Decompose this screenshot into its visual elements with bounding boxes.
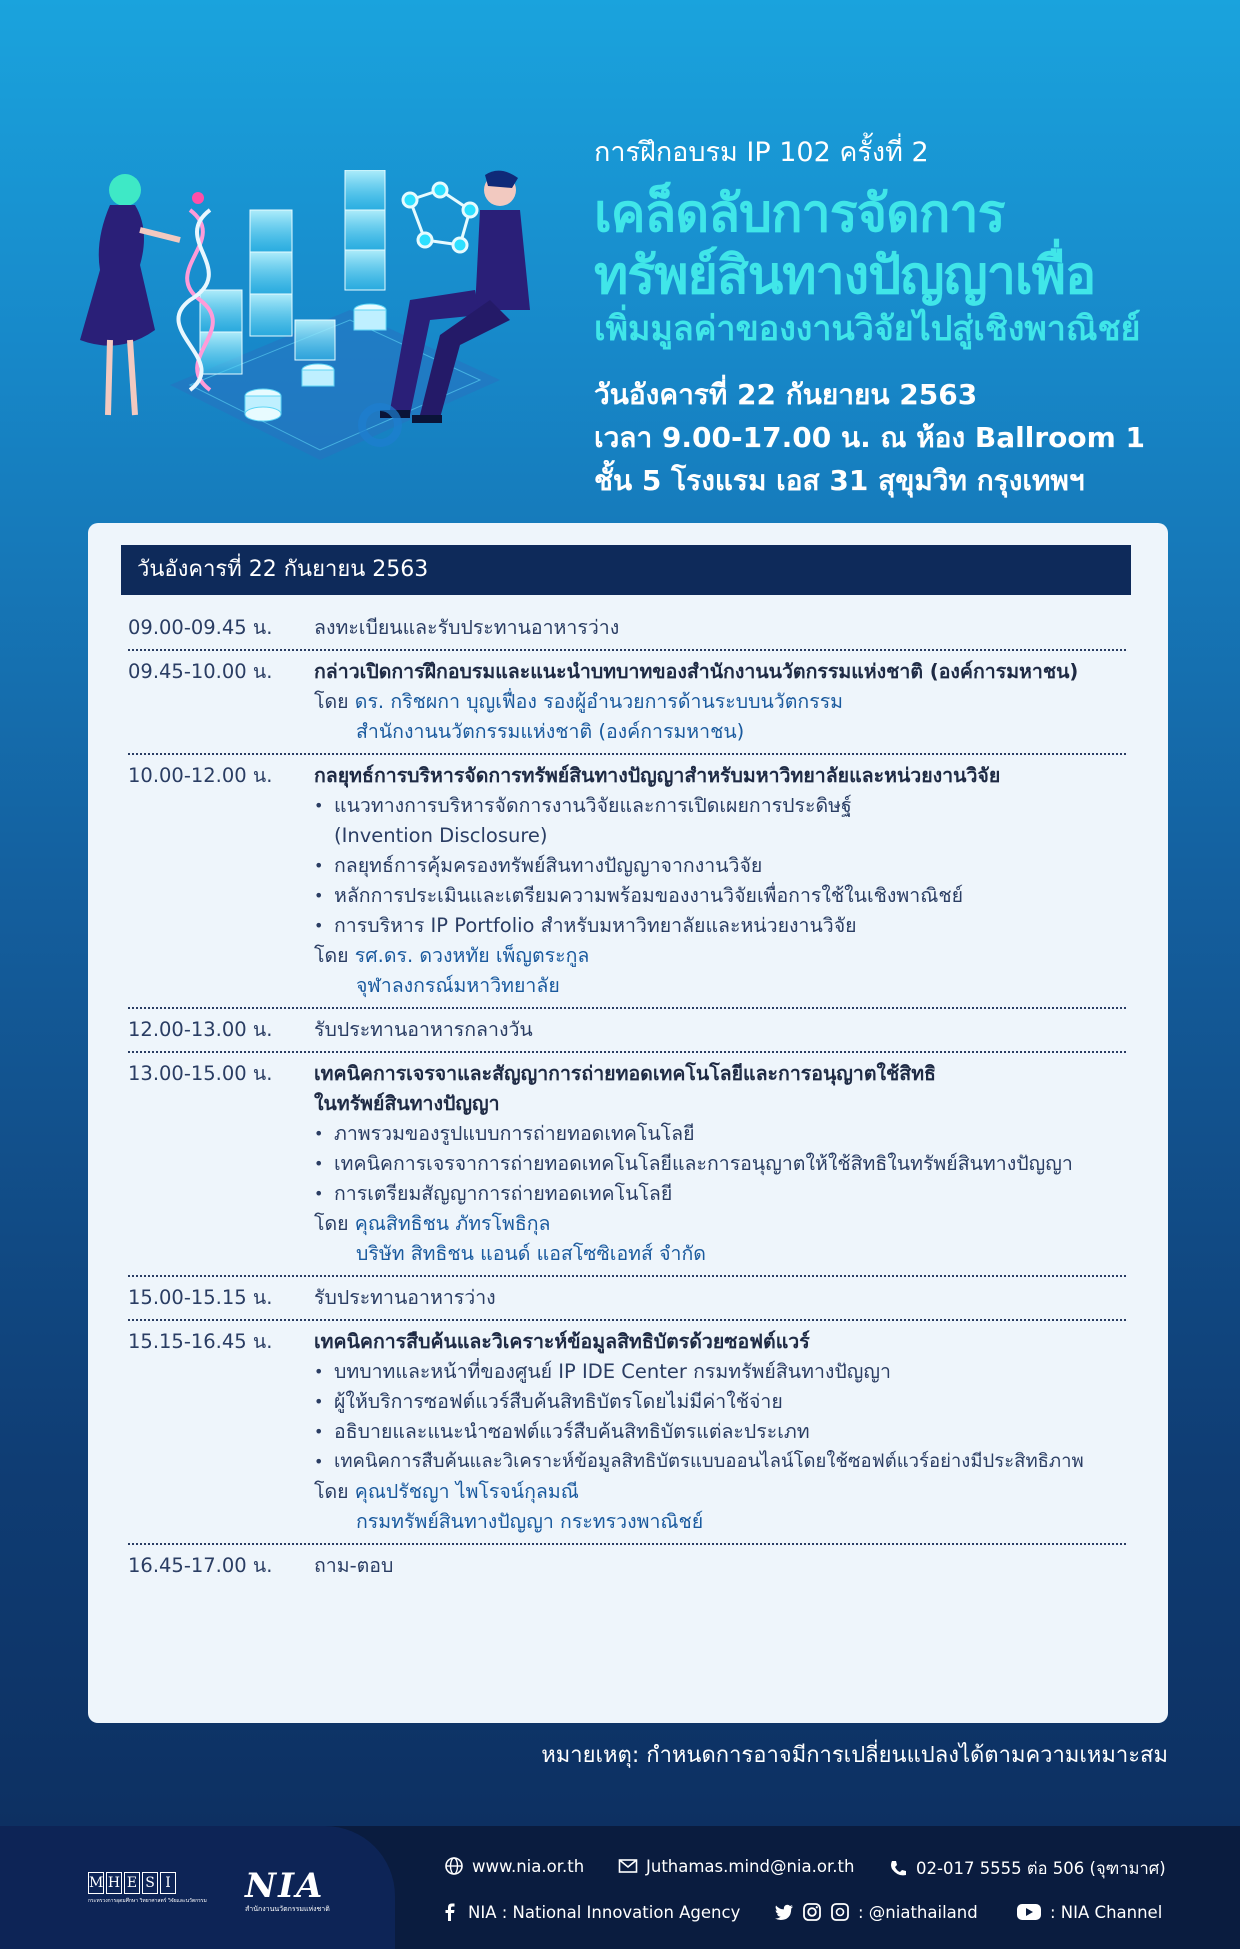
schedule-card xyxy=(88,523,1168,1723)
row-bullet: • หลักการประเมินและเตรียมความพร้อมของงานวิจัยเพื่อการใช้ในเชิงพาณิชย์ xyxy=(314,881,1126,911)
row-by: โดย xyxy=(314,1480,349,1503)
row-title: ถาม-ตอบ xyxy=(314,1554,394,1577)
row-bullet-cont: (Invention Disclosure) xyxy=(334,824,548,847)
social-handle[interactable]: : @niathailand xyxy=(858,1902,978,1922)
footer-phone[interactable] xyxy=(888,1856,1166,1882)
phone-icon xyxy=(888,1859,908,1879)
schedule-list xyxy=(128,607,1126,1587)
event-title-line3: เพิ่มมูลค่าของงานวิจัยไปสู่เชิงพาณิชย์ xyxy=(594,309,1141,349)
mail-icon xyxy=(618,1856,638,1876)
row-title: ลงทะเบียนและรับประทานอาหารว่าง xyxy=(314,616,620,639)
row-org: จุฬาลงกรณ์มหาวิทยาลัย xyxy=(356,974,560,997)
event-date: วันอังคารที่ 22 กันยายน 2563 xyxy=(594,378,978,411)
footer-website[interactable] xyxy=(444,1856,584,1876)
event-header xyxy=(594,130,1214,502)
mhesi-letter: S xyxy=(142,1872,158,1894)
row-title: กล่าวเปิดการฝึกอบรมและแนะนำบทบาทของสำนักงานนวัตกรรมแห่งชาติ (องค์การมหาชน) xyxy=(314,660,1079,683)
footer-email[interactable] xyxy=(618,1856,854,1876)
schedule-row xyxy=(128,755,1126,1009)
event-title-line2: ทรัพย์สินทางปัญญาเพื่อ xyxy=(594,246,1096,306)
twitter-icon xyxy=(774,1902,794,1922)
youtube-icon xyxy=(1016,1902,1042,1922)
row-org: บริษัท สิทธิชน แอนด์ แอสโซซิเอทส์ จำกัด xyxy=(356,1242,706,1265)
row-bullet: • บทบาทและหน้าที่ของศูนย์ IP IDE Center กรมทรัพย์สินทางปัญญา xyxy=(314,1357,1126,1387)
line-icon xyxy=(830,1902,850,1922)
event-title-line1: เคล็ดลับการจัดการ xyxy=(594,184,1005,244)
row-by: โดย xyxy=(314,944,349,967)
schedule-row xyxy=(128,1053,1126,1277)
facebook-icon xyxy=(440,1902,460,1922)
footer xyxy=(0,1826,1240,1949)
mhesi-caption: กระทรวงการอุดมศึกษา วิทยาศาสตร์ วิจัยและนวัตกรรม xyxy=(88,1898,207,1904)
facebook-text[interactable]: NIA : National Innovation Agency xyxy=(468,1902,741,1922)
footer-youtube[interactable] xyxy=(1016,1902,1162,1922)
row-speaker: คุณปรัชญา ไพโรจน์กุลมณี xyxy=(354,1480,579,1503)
schedule-row xyxy=(128,1321,1126,1545)
row-title-cont: ในทรัพย์สินทางปัญญา xyxy=(314,1092,500,1115)
event-subtitle: การฝึกอบรม IP 102 ครั้งที่ 2 xyxy=(594,137,929,168)
nia-caption: สำนักงานนวัตกรรมแห่งชาติ xyxy=(245,1905,330,1913)
header-illustration xyxy=(80,170,580,470)
row-speaker: ดร. กริชผกา บุญเฟื่อง รองผู้อำนวยการด้านระบบนวัตกรรม xyxy=(354,690,844,713)
email-text[interactable]: Juthamas.mind@nia.or.th xyxy=(646,1856,855,1876)
row-speaker: คุณสิทธิชน ภัทรโพธิกุล xyxy=(354,1212,551,1235)
row-bullet: • แนวทางการบริหารจัดการงานวิจัยและการเปิดเผยการประดิษฐ์ xyxy=(314,791,1126,821)
nia-logo xyxy=(245,1866,330,1915)
row-by: โดย xyxy=(314,1212,349,1235)
row-time: 12.00-13.00 น. xyxy=(128,1018,273,1041)
schedule-row xyxy=(128,607,1126,651)
mhesi-letter: M xyxy=(88,1872,104,1894)
row-time: 13.00-15.00 น. xyxy=(128,1062,273,1085)
event-venue: ชั้น 5 โรงแรม เอส 31 สุขุมวิท กรุงเทพฯ xyxy=(594,464,1085,497)
row-bullet: • เทคนิคการสืบค้นและวิเคราะห์ข้อมูลสิทธิบัตรแบบออนไลน์โดยใช้ซอฟต์แวร์อย่างมีประสิทธิภาพ xyxy=(314,1447,1126,1477)
row-title: รับประทานอาหารกลางวัน xyxy=(314,1018,533,1041)
footer-facebook[interactable] xyxy=(440,1902,740,1922)
row-bullet: • กลยุทธ์การคุ้มครองทรัพย์สินทางปัญญาจากงานวิจัย xyxy=(314,851,1126,881)
row-bullet: • อธิบายและแนะนำซอฟต์แวร์สืบค้นสิทธิบัตรแต่ละประเภท xyxy=(314,1417,1126,1447)
row-bullet: • เทคนิคการเจรจาการถ่ายทอดเทคโนโลยีและการอนุญาตให้ใช้สิทธิในทรัพย์สินทางปัญญา xyxy=(314,1149,1126,1179)
row-speaker: รศ.ดร. ดวงหทัย เพ็ญตระกูล xyxy=(354,944,590,967)
mhesi-letter: H xyxy=(106,1872,122,1894)
row-time: 10.00-12.00 น. xyxy=(128,764,273,787)
phone-text[interactable]: 02-017 5555 ต่อ 506 (จุฑามาศ) xyxy=(916,1859,1166,1878)
footer-social[interactable] xyxy=(774,1902,978,1922)
row-time: 15.15-16.45 น. xyxy=(128,1330,273,1353)
mhesi-letter: E xyxy=(124,1872,140,1894)
row-time: 16.45-17.00 น. xyxy=(128,1554,273,1577)
row-title: เทคนิคการเจรจาและสัญญาการถ่ายทอดเทคโนโลยีและการอนุญาตใช้สิทธิ xyxy=(314,1062,936,1085)
row-bullet: • ผู้ให้บริการซอฟต์แวร์สืบค้นสิทธิบัตรโดยไม่มีค่าใช้จ่าย xyxy=(314,1387,1126,1417)
row-time: 15.00-15.15 น. xyxy=(128,1286,273,1309)
row-time: 09.00-09.45 น. xyxy=(128,616,273,639)
row-by: โดย xyxy=(314,690,349,713)
schedule-day-header: วันอังคารที่ 22 กันยายน 2563 xyxy=(121,545,1131,595)
youtube-text[interactable]: : NIA Channel xyxy=(1050,1902,1163,1922)
schedule-note: หมายเหตุ: กำหนดการอาจมีการเปลี่ยนแปลงได้ตามความเหมาะสม xyxy=(541,1743,1168,1768)
row-title: รับประทานอาหารว่าง xyxy=(314,1286,496,1309)
globe-icon xyxy=(444,1856,464,1876)
row-org: สำนักงานนวัตกรรมแห่งชาติ (องค์การมหาชน) xyxy=(356,720,745,743)
website-text[interactable]: www.nia.or.th xyxy=(472,1856,585,1876)
schedule-row xyxy=(128,1009,1126,1053)
instagram-icon xyxy=(802,1902,822,1922)
mhesi-logo xyxy=(88,1872,208,1905)
footer-logo-area xyxy=(0,1826,395,1949)
nia-logo-word: NIA xyxy=(245,1866,325,1906)
row-org: กรมทรัพย์สินทางปัญญา กระทรวงพาณิชย์ xyxy=(356,1510,704,1533)
schedule-row xyxy=(128,651,1126,755)
row-title: เทคนิคการสืบค้นและวิเคราะห์ข้อมูลสิทธิบัตรด้วยซอฟต์แวร์ xyxy=(314,1330,810,1353)
mhesi-letter: I xyxy=(160,1872,176,1894)
schedule-row xyxy=(128,1277,1126,1321)
row-bullet: • ภาพรวมของรูปแบบการถ่ายทอดเทคโนโลยี xyxy=(314,1119,1126,1149)
row-bullet: • การเตรียมสัญญาการถ่ายทอดเทคโนโลยี xyxy=(314,1179,1126,1209)
schedule-row xyxy=(128,1545,1126,1587)
row-bullet: • การบริหาร IP Portfolio สำหรับมหาวิทยาลัยและหน่วยงานวิจัย xyxy=(314,911,1126,941)
event-time-place: เวลา 9.00-17.00 น. ณ ห้อง Ballroom 1 xyxy=(594,421,1146,454)
row-time: 09.45-10.00 น. xyxy=(128,660,273,683)
row-title: กลยุทธ์การบริหารจัดการทรัพย์สินทางปัญญาสำหรับมหาวิทยาลัยและหน่วยงานวิจัย xyxy=(314,764,1001,787)
